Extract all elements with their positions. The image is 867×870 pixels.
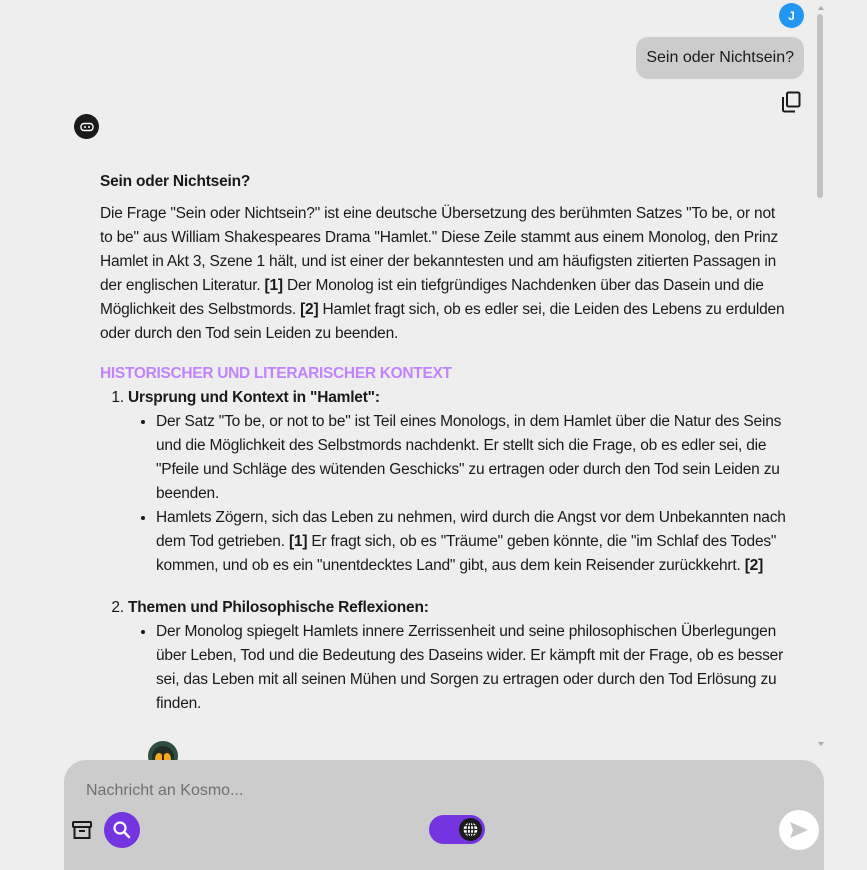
list-item	[128, 596, 790, 716]
section-heading: HISTORISCHER UND LITERARISCHER KONTEXT	[100, 365, 452, 382]
search-icon	[112, 820, 132, 840]
answer-intro	[100, 202, 790, 346]
intro-text: Die Frage "Sein oder Nichtsein?" ist eine deutsche Übersetzung des berühmten Satzes "To be, or not to be" aus William Shakespeares Drama "Hamlet." Diese Zeile stammt aus einem Monolog, den Prinz Hamlet in Akt 3, Szene 1 hält, und ist einer der bekanntesten und am häufigsten zitierten Passagen in der englischen Literatur.	[100, 205, 779, 294]
scroll-up-arrow-icon[interactable]	[818, 6, 824, 10]
user-avatar: J	[779, 3, 804, 28]
list-item-title: Themen und Philosophische Reflexionen:	[128, 599, 429, 616]
assistant-avatar	[74, 114, 99, 139]
intro-text: Der Monolog ist ein tiefgründiges Nachdenken über das Dasein und die Möglichkeit des Selbstmords.	[100, 277, 764, 318]
bullet-item	[156, 620, 790, 716]
list-item	[128, 386, 790, 578]
bullet-text: Hamlets Zögern, sich das Leben zu nehmen, wird durch die Angst vor dem Unbekannten nach dem Tod getrieben.	[156, 509, 786, 550]
globe-icon	[461, 820, 480, 839]
send-icon	[788, 820, 810, 840]
citation-link[interactable]: [1]	[264, 277, 283, 294]
citation-link[interactable]: [2]	[744, 557, 764, 574]
search-button[interactable]	[104, 812, 140, 848]
scroll-thumb[interactable]	[817, 14, 823, 198]
robot-icon	[80, 122, 94, 132]
bullet-item	[156, 410, 790, 506]
bullet-list	[128, 620, 790, 716]
context-list	[100, 386, 790, 716]
user-message-bubble: Sein oder Nichtsein?	[636, 37, 804, 79]
copy-button[interactable]	[781, 91, 801, 113]
bullet-text: Er fragt sich, ob es "Träume" geben könnte, die "im Schlaf des Todes" kommen, und ob es ein "unentdecktes Land" gibt, aus dem kein Reisender zurückkehrt.	[156, 533, 777, 574]
answer-title: Sein oder Nichtsein?	[100, 173, 251, 190]
archive-button[interactable]	[71, 819, 93, 841]
intro-text: Hamlet fragt sich, ob es edler sei, die Leiden des Lebens zu erdulden oder durch den Tod sein Leiden zu beenden.	[100, 301, 785, 342]
citation-link[interactable]: [1]	[288, 533, 308, 550]
web-search-toggle[interactable]	[429, 815, 485, 844]
list-item-title: Ursprung und Kontext in "Hamlet":	[128, 389, 380, 406]
send-button[interactable]	[779, 810, 819, 850]
message-composer	[64, 760, 824, 870]
assistant-message	[100, 170, 790, 734]
toggle-knob	[459, 818, 482, 841]
bullet-item	[156, 506, 790, 578]
bullet-text: Der Monolog spiegelt Hamlets innere Zerrissenheit und seine philosophischen Überlegungen über Leben, Tod und die Bedeutung des Daseins wider. Er kämpft mit der Frage, ob es besser sei, das Leben mit all seinen Mühen und Sorgen zu ertragen oder durch den Tod Erlösung zu finden.	[156, 623, 784, 712]
bullet-text: Der Satz "To be, or not to be" ist Teil eines Monologs, in dem Hamlet über die Natur des Seins und die Möglichkeit des Selbstmords nachdenkt. Er stellt sich die Frage, ob es edler sei, die "Pfeile und Schläge des wütenden Geschicks" zu ertragen oder durch den Tod sein Leiden zu beenden.	[156, 413, 782, 502]
archive-icon	[71, 819, 93, 841]
message-input[interactable]	[84, 778, 688, 804]
scroll-down-arrow-icon[interactable]	[818, 742, 824, 746]
bullet-list	[128, 410, 790, 578]
citation-link[interactable]: [2]	[300, 301, 319, 318]
mascot-icon	[146, 740, 180, 762]
chat-scrollbar[interactable]	[815, 0, 825, 755]
copy-icon	[781, 91, 801, 113]
